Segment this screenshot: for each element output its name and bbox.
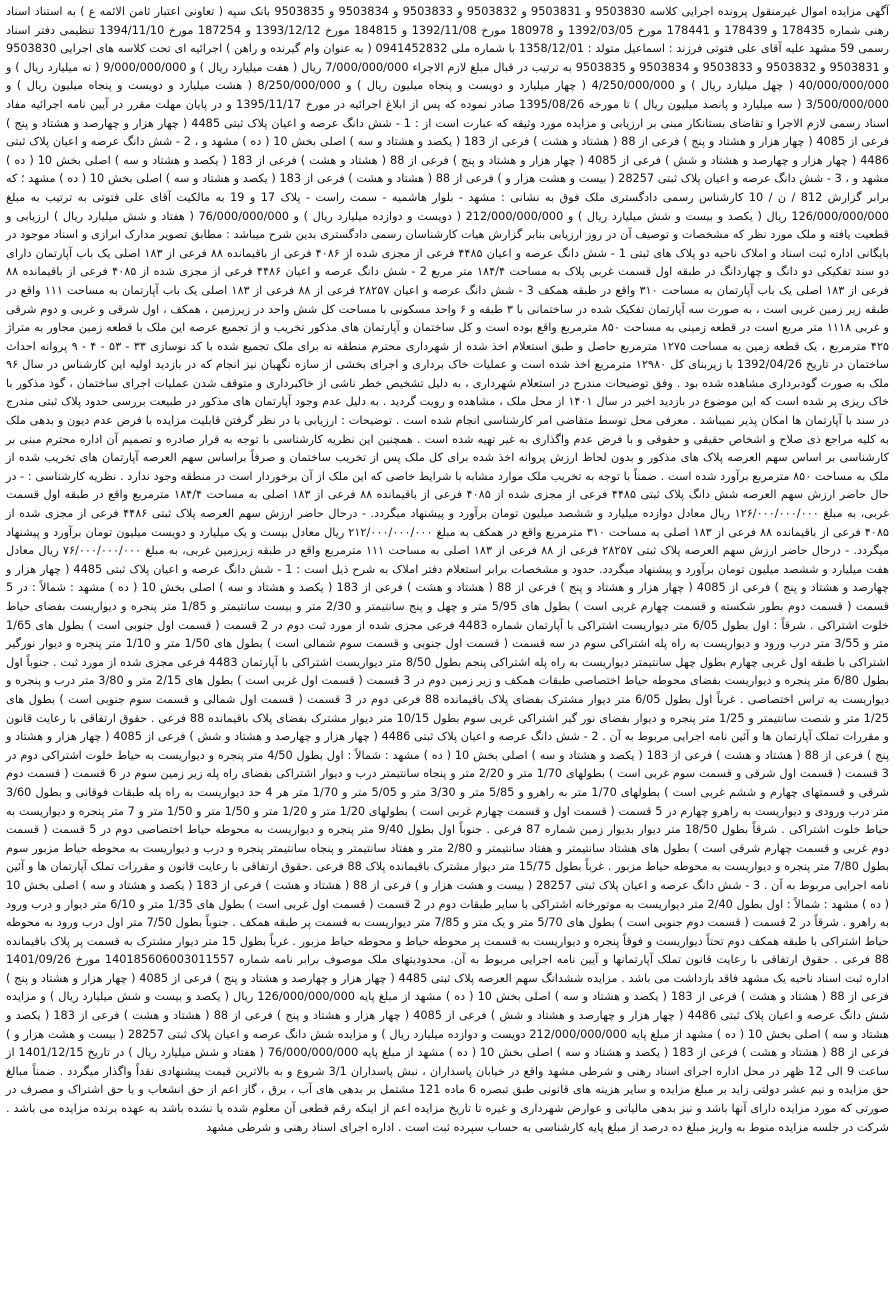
notice-body-text: آگهی مزایده اموال غیرمنقول پرونده اجرایی کلاسه 9503830 و 9503831 و 9503832 و 9503833 و 9503834 و 9503835 بانک سپه ( تعاونی اعتبار ثامن الائمه ع ) به استناد اسناد رهنی شماره 178435 و 178439 و 178441 مورخ 1392/03/05 و 180978 مورخ 1392/11/08 و 184815 مورخ 1393/12/12 و 187254 مورخ 1394/11/10 تنظیمی دفتر اسناد رسمی 59 مشهد علیه آقای علی فتوتی فرزند : اسماعیل متولد : 1358/12/01 با شماره ملی 0941452832 ( به عنوان وام گیرنده و راهن ) اجرائیه ای تحت کلاسه های اجرایی 9503830 و 9503831 و 9503832 و 9503833 و 9503834 و 9503835 به ترتیب در قبال مبلغ لازم الاجراء 7/000/000/000 ریال ( هفت میلیارد ریال ) و 9/000/000/000 ( نه میلیارد ریال ) و 40/000/000/000 ( چهل میلیارد ریال ) و 4/250/000/000 ( چهار میلیارد و دویست و پنجاه میلیون ریال ) و 8/250/000/000 ( هشت میلیارد و دویست و پنجاه میلیون ریال ) و 3/500/000/000 ( سه میلیارد و پانصد میلیون ریال ) تا مورخه 1395/08/26 صادر نموده که پس از ابلاغ اجرائیه در مورخ 1395/11/17 و در پایان مهلت مقرر در آیین نامه اجرائیه مفاد اسناد رسمی لازم الاجرا و تقاضای بستانکار مبنی بر ارزیابی و مزایده مورد وثیقه که عبارت است از : 1 - شش دانگ عرصه و اعیان پلاک ثبتی 4485 ( چهار هزار و چهارصد و هشتاد و پنج ) فرعی از 4085 ( چهار هزار و هشتاد و پنج ) فرعی از 88 ( هشتاد و هشت ) فرعی از 183 ( یکصد و هشتاد و سه ) اصلی بخش 10 ( ده ) مشهد و ، 2 - شش دانگ عرصه و اعیان پلاک ثبتی 4486 ( چهار هزار و چهارصد و هشتاد و شش ) فرعی از 4085 ( چهار هزار و هشتاد و پنج ) فرعی از 88 ( هشتاد و هشت ) فرعی از 183 ( یکصد و هشتاد و سه ) اصلی بخش 10 ( ده ) مشهد و ، 3 - شش دانگ عرصه و اعیان پلاک ثبتی 28257 ( بیست و هشت هزار و ) فرعی از 88 ( هشتاد و هشت ) فرعی از 183 ( یکصد و هشتاد و سه ) اصلی بخش 10 ( ده ) مشهد ؛ که برابر گزارش 812 / ن / 10 کارشناس رسمی دادگستری ملک فوق به نشانی : مشهد - بلوار هاشمیه - سمت راست - پلاک 17 و 19 به مالکیت آقای علی فتوتی به ترتیب به مبلغ 126/000/000/000 ریال ( یکصد و بیست و شش میلیارد ریال ) و 212/000/000/000 ( دویست و دوازده میلیارد ریال ) و 76/000/000/000 ( هفتاد و شش میلیارد ریال ) ارزیابی و قطعیت یافته و ملک مورد نظر که مشخصات و توصیف آن در روز ارزیابی بنابر گزارش هیات کارشناسان رسمی دادگستری بدین شرح میباشد : مطابق تصویر مدارک ابرازی و اسناد موجود در بایگانی اداره ثبت اسناد و املاک ناحیه دو پلاک های ثبتی 1 - شش دانگ عرصه و اعیان ۴۴۸۵ فرعی از مجزی شده از ۴۰۸۶ فرعی از باقیمانده ۸۸ فرعی از ۱۸۳ اصلی یک باب آپارتمان دارای دو سند تفکیکی دو دانگ و چهاردانگ در طبقه اول قسمت غربی پلاک به مساحت ۱۸۴/۴ متر مربع 2 - شش دانگ عرصه و اعیان ۴۴۸۶ فرعی از مجزی شده از ۴۰۸۵ فرعی از باقیمانده ۸۸ فرعی از ۱۸۳ اصلی یک باب آپارتمان به مساحت ۳۱۰ واقع در طبقه همکف 3 - شش دانگ عرصه و اعیان ۲۸۲۵۷ فرعی از ۸۸ فرعی از ۱۸۳ اصلی یک باب آپارتمان به مساحت ۱۱۱ واقع در طبقه زیر زمین غربی است ، به صورت سه آپارتمان تفکیک شده در ساختمانی با ۳ طبقه و ۶ واحد مسکونی با مساحت کل شش واحد در زیرزمین ، همکف ، اول شرقی و غربی و دوم شرقی و غربی ۱۱۱۸ متر مربع است در قطعه زمینی به مساحت ۸۵۰ مترمربع واقع بوده است و کل ساختمان و آپارتمان های مذکور تخریب و از تجمیع عرصه این ملک با قطعه زمین مجاور به متراژ ۴۲۵ مترمربع ، یک قطعه زمین به مساحت ۱۲۷۵ مترمربع حاصل و طبق استعلام اخذ شده از شهرداری محترم منطقه نه برای ملک تجمیع شده با کد نوسازی ۳۳ - ۵۳ - ۴ - ۹ پروانه احداث ساختمان در تاریخ 1392/04/26 با زیربنای کل ۱۲۹۸۰ مترمربع اخذ شده است و عملیات خاک برداری و اجرای بخشی از سازه نگهبان نیز انجام که در بازدید اولیه این کارشناس در سال ۹۶ ملک به صورت گودبرداری مشاهده شده بود . وفق توضیحات مندرج در استعلام شهرداری ، به دلیل تشخیص خطر ناشی از خاکبرداری و متوقف شدن عملیات اجرای ساختمان ، گود مذکور با خاک ریزی پر شده است که این موضوع در بازدید اخیر در سال ۱۴۰۱ از محل ملک ، مشاهده و رویت گردید . به دلیل عدم وجود آپارتمان های مذکور در طبیعت بررسی حدود پلاک ثبتی مندرج در سند با آپارتمان ها امکان پذیر نمیباشد . معرفی محل توسط متقاضی امر کارشناسی انجام شده است . توضیحات : ارزیابی با در نظر گرفتن قابلیت مزایده با فرض عدم دیون و بدهی ملک به کلیه مراجع ذی صلاح و اشخاص حقیقی و حقوقی و با فرض عدم واگذاری به غیر تهیه شده است . همچنین این نظریه کارشناسی با توجه به قرار صادره و تصمیم آن اداره محترم مبنی بر کارشناسی بر اساس سهم العرصه پلاک های مذکور و بدون لحاظ ارزش پروانه اخذ شده برای کل ملک پس از تخریب ساختمان و صرفاً براساس سهم العرصه آپارتمان های تخریب شده از ملک به مساحت ۸۵۰ مترمربع برآورد شده است . ضمناً با توجه به تخریب ملک موارد مشابه با شرایط خاصی که این ملک از آن برخوردار است در منطقه وجود ندارد . نظریه کارشناسی : - در حال حاضر ارزش سهم العرصه شش دانگ پلاک ثبتی ۴۴۸۵ فرعی از مجزی شده از ۴۰۸۵ فرعی از باقیمانده ۸۸ فرعی از ۱۸۳ اصلی به مساحت ۱۸۴/۴ مترمربع واقع در طبقه اول قسمت غربی، به مبلغ ۱۲۶/۰۰۰/۰۰۰/۰۰۰ ریال معادل دوازده میلیارد و ششصد میلیون تومان برآورد و پیشنهاد میگردد. - درحال حاضر ارزش سهم العرصه پلاک ثبتی ۴۴۸۶ فرعی از مجزی شده از ۴۰۸۵ فرعی از باقیمانده ۸۸ فرعی از ۱۸۳ اصلی به مساحت ۳۱۰ مترمربع واقع در همکف به مبلغ ۲۱۲/۰۰۰/۰۰۰/۰۰۰ ریال معادل بیست و یک میلیارد و دویست میلیون تومان برآورد و پیشنهاد میگردد. - درحال حاضر ارزش سهم العرصه پلاک ثبتی ۲۸۲۵۷ فرعی از ۸۸ فرعی از ۱۸۳ اصلی به مساحت ۱۱۱ مترمربع واقع در طبقه زیرزمین غربی، به مبلغ ۷۶/۰۰۰/۰۰۰/۰۰۰ ریال معادل هفت میلیارد و ششصد میلیون تومان برآورد و پیشنهاد میگردد. حدود و مشخصات برابر استعلام دفتر املاک به شرح ذیل است : 1 - شش دانگ عرصه و اعیان پلاک ثبتی 4485 ( چهار هزار و چهارصد و هشتاد و پنج ) فرعی از 4085 ( چهار هزار و هشتاد و پنج ) فرعی از 88 ( هشتاد و هشت ) فرعی از 183 ( یکصد و هشتاد و سه ) اصلی بخش 10 ( ده ) مشهد : شمالاً : در 5 قسمت ( قسمت دوم بطور شکسته و قسمت چهارم غربی است ) بطول های 5/95 متر و چهل و پنج سانتیمتر و 2/30 متر و بیست سانتیمتر و 1/85 متر پنجره و دیواریست بفضای حیاط خلوت اشتراکی . شرقاً : اول بطول 6/05 متر دیواریست اشتراکی با آپارتمان شماره 4483 فرعی مجزی شده از مورد ثبت دوم در 2 قسمت ( قسمت اول جنوبی است ) بطول های 1/65 متر و 3/55 متر درب ورود و دیواریست به راه پله اشتراکی سوم در سه قسمت ( قسمت اول جنوبی و قسمت سوم شمالی است ) بطول های 1/50 متر و 1/10 متر پنجره و دیوار نورگیر اشتراکی با طبقه اول غربی چهارم بطول چهل سانتیمتر دیواریست به راه پله اشتراکی پنجم بطول 8/50 متر دیواریست اشتراکی با آپارتمان 4483 فرعی مجزی شده از مورد ثبت . جنوباً اول بطول 6/80 متر پنجره و دیواریست بفضای محوطه حیاط اختصاصی طبقات همکف و زیر زمین دوم در 3 قسمت ( قسمت اول غربی است ) بطول های 2/15 متر و 3/80 متر درب و پنجره و دیواریست به تراس اختصاصی . غرباً اول بطول 6/05 متر دیوار مشترک بفضای پلاک باقیمانده 88 فرعی دوم در 3 قسمت ( قسمت اول شمالی و قسمت سوم جنوبی است ) بطول های 1/25 متر و شصت سانتیمتر و 1/25 متر پنجره و دیوار بفضای نور گیر اشتراکی غربی سوم بطول 10/15 متر دیوار مشترک بفضای پلاک باقیمانده 88 فرعی . حقوق ارتفاقی با رعایت قانون و مقررات تملک آپارتمان ها و آئین نامه اجرایی مربوط به آن . 2 - شش دانگ عرصه و اعیان پلاک ثبتی 4486 ( چهار هزار و چهارصد و هشتاد و شش ) فرعی از 4085 ( چهار هزار و هشتاد و پنج ) فرعی از 88 ( هشتاد و هشت ) فرعی از 183 ( یکصد و هشتاد و سه ) اصلی بخش 10 ( ده ) مشهد : شمالاً : اول بطول 4/50 متر پنجره و دیواریست به حیاط خلوت اشتراکی دوم در 3 قسمت ( قسمت اول شرقی و قسمت سوم غربی است ) بطولهای 1/70 متر و 2/20 متر و پنجاه سانتیمتر درب و دیوار اشتراکی بفضای راه پله زیر زمین سوم در 6 قسمت ( قسمت دوم شرقی و قسمتهای چهارم و ششم غربی است ) بطولهای 1/70 متر به راهرو و 5/85 متر و 3/30 متر و 5/05 متر و 1/70 متر هر 4 حد دیواریست به راه پله طبقات فوقانی و بطول 3/60 متر درب ورودی و دیواریست به راهرو چهارم در 5 قسمت ( قسمت اول و قسمت چهارم غربی است ) بطولهای 1/20 متر و 1/20 متر و 1/50 متر و 1/50 متر و 7 متر پنجره و دیواریست به حیاط خلوت اشتراکی . شرقاً بطول 18/50 متر دیوار بدیوار زمین شماره 87 فرعی . جنوباً اول بطول 9/40 متر پنجره و دیواریست به محوطه حیاط اختصاصی دوم در 5 قسمت ( قسمت دوم غربی و قسمت چهارم شرقی است ) بطول های هشتاد سانتیمتر و هفتاد سانتیمتر و 2/80 متر و هفتاد سانتیمتر و پنجاه سانتیمتر پنجره و درب و دیواریست به محوطه حیاط مزبور سوم بطول 7/80 متر پنجره و دیواریست به محوطه حیاط مزبور . غرباً بطول 15/75 متر دیوار مشترک باقیمانده پلاک 88 فرعی .حقوق ارتفاقی با رعایت قانون و مقررات تملک آپارتمان ها و آئین نامه اجرایی مربوط به آن . 3 - شش دانگ عرصه و اعیان پلاک ثبتی 28257 ( بیست و هشت هزار و ) فرعی از 88 ( هشتاد و هشت ) فرعی از 183 ( یکصد و هشتاد و سه ) اصلی بخش 10 ( ده ) مشهد : شمالاً : اول بطول 2/40 متر دیواریست به موتورخانه اشتراکی با سایر طبقات دوم در 2 قسمت ( قسمت اول غربی است ) بطول های 1/35 متر و 6/10 متر دیوار و درب ورود به راهرو . شرقاً در 2 قسمت ( قسمت دوم جنوبی است ) بطول های 5/70 متر و یک متر و 7/85 متر دیواریست به قسمت پر طبقه همکف . جنوباً بطول 7/50 متر اول درب ورود به محوطه حیاط اشتراکی با طبقه همکف دوم تحتاً دیواریست و فوقاً پنجره و دیواریست به قسمت پر محوطه حیاط و محوطه حیاط مزبور . غرباً بطول 15 متر دیوار مشترک به قسمت پر پلاک باقیمانده 88 فرعی . حقوق ارتفاقی با رعایت قانون تملک آپارتمانها و آیین نامه اجرایی مربوط به آن. محدودیتهای ملک موصوف برابر نامه شماره 140185606003011557 مورخ 1401/09/26 اداره ثبت اسناد ناحیه یک مشهد فاقد بازداشت می باشد . مزایده ششدانگ سهم العرصه پلاک ثبتی 4485 ( چهار هزار و چهارصد و هشتاد و پنج ) فرعی از 4085 ( چهار هزار و هشتاد و پنج ) فرعی از 88 ( هشتاد و هشت ) فرعی از 183 ( یکصد و هشتاد و سه ) اصلی بخش 10 ( ده ) مشهد از مبلغ پایه 126/000/000/000 ریال ( یکصد و بیست و شش میلیارد ریال ) و مزایده شش دانگ عرصه و اعیان پلاک ثبتی 4486 ( چهار هزار و چهارصد و هشتاد و شش ) فرعی از 4085 ( چهار هزار و هشتاد و پنج ) فرعی از 88 ( هشتاد و هشت ) فرعی از 183 ( یکصد و هشتاد و سه ) اصلی بخش 10 ( ده ) مشهد از مبلغ پایه 212/000/000/000 دویست و دوازده میلیارد ریال ) و مزایده شش دانگ عرصه و اعیان پلاک ثبتی 28257 ( بیست و هشت هزار و ) فرعی از 88 ( هشتاد و هشت ) فرعی از 183 ( یکصد و هشتاد و سه ) اصلی بخش 10 ( ده ) مشهد از مبلغ پایه 76/000/000/000 ( هفتاد و شش میلیارد ریال ) در تاریخ 1401/12/15 از ساعت 9 الی 12 ظهر در محل اداره اجرای اسناد رهنی و شرطی مشهد واقع در خیابان پاسداران ، نبش پاسداران 3/1 شروع و به بالاترین قیمت پیشنهادی نقداً واگذار میگردد . ضمناً مبالغ حق مزایده و نیم عشر دولتی زاید بر مبلغ مزایده و سایر هزینه های قانونی طبق تبصره 6 ماده 121 مشتمل بر بدهی های آب ، برق ، گاز اعم از حق انشعاب و یا حق اشتراک و مصرف در صورتی که مورد مزایده دارای آنها باشد و نیز بدهی مالیاتی و عوارض شهرداری و غیره تا تاریخ مزایده اعم از اینکه رقم قطعی آن معلوم شده یا نشده باشد به عهده برنده مزایده می باشد . شرکت در جلسه مزایده منوط به واریز مبلغ ده درصد از مبلغ پایه کارشناسی به حساب سپرده ثبت است . اداره اجرای اسناد رهنی و شرطی مشهد [6, 5, 890, 1134]
